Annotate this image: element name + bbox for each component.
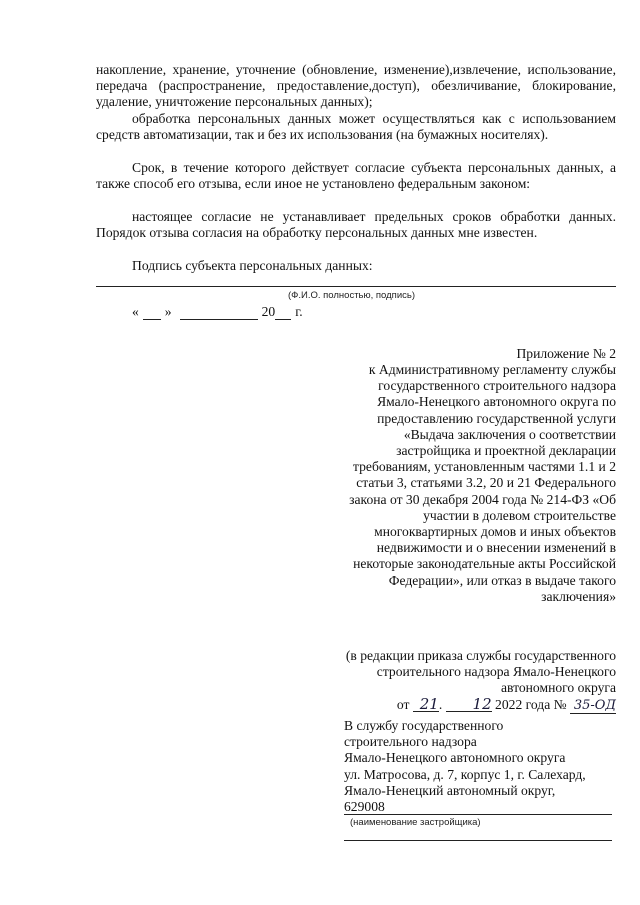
edition-number-handwritten: 35-ОД: [570, 699, 616, 714]
consent-paragraph-processing-actions: накопление, хранение, уточнение (обновление, изменение),извлечение, использование, передача (распространение, предоставление,доступ), обезличивание, блокирование, удаление, уничтожение персональных данных);: [96, 62, 616, 110]
address-line-6: 629008: [344, 799, 385, 815]
date-year-prefix: 20: [261, 304, 276, 319]
address-line-3: Ямало-Ненецкого автономного округа: [344, 750, 566, 766]
signature-line: [96, 286, 616, 287]
signature-label: Подпись субъекта персональных данных:: [132, 258, 373, 273]
date-close-quote: »: [164, 304, 172, 319]
signature-date-row: [132, 304, 303, 320]
consent-paragraph-term: Срок, в течение которого действует согласие субъекта персональных данных, а также способ его отзыва, если иное не установлено федеральным законом:: [96, 160, 616, 192]
date-month-blank: [180, 307, 258, 320]
date-year-suffix: г.: [295, 304, 303, 319]
edition-note: (в редакции приказа службы государственного строительного надзора Ямало-Ненецкого автономного округа: [345, 648, 616, 696]
edition-day-handwritten: 21: [413, 697, 439, 712]
appendix-heading: Приложение № 2: [516, 346, 616, 361]
date-year-blank: [275, 307, 291, 320]
edition-date-row: от 21. 12 2022 года № 35-ОД: [396, 695, 616, 713]
appendix-body: к Административному регламенту службы государственного строительного надзора Ямало-Ненецкого автономного округа по предоставлению государственной услуги «Выдача заключения о соответствии застройщика и проектной декларации требованиям, установленным частями 1.1 и 2 статьи 3, статьями 3.2, 20 и 21 Федерального закона от 30 декабря 2004 года № 214-ФЗ «Об участии в долевом строительстве многоквартирных домов и иных объектов недвижимости и о внесении изменений в некоторые законодательные акты Российской Федерации», или отказ в выдаче такого заключения»: [349, 362, 616, 604]
address-line-2: строительного надзора: [344, 734, 477, 750]
developer-extra-line: [344, 840, 612, 841]
address-line-5: Ямало-Ненецкий автономный округ,: [344, 782, 556, 798]
signature-caption: (Ф.И.О. полностью, подпись): [288, 290, 415, 301]
consent-paragraph-revocation: настоящее согласие не устанавливает предельных сроков обработки данных. Порядок отзыва согласия на обработку персональных данных мне известен.: [96, 209, 616, 241]
consent-paragraph-automation: обработка персональных данных может осуществляться как с использованием средств автоматизации, так и без их использования (на бумажных носителях).: [96, 111, 616, 143]
edition-date-prefix: от: [396, 697, 410, 712]
edition-month-handwritten: 12: [446, 697, 492, 712]
date-open-quote: «: [132, 304, 139, 319]
developer-caption: (наименование застройщика): [350, 817, 481, 828]
address-line-1: В службу государственного: [344, 718, 504, 733]
date-day-blank: [143, 307, 161, 320]
developer-name-line: [344, 814, 612, 815]
address-line-4: ул. Матросова, д. 7, корпус 1, г. Салехард,: [344, 766, 586, 782]
edition-year-text: 2022 года №: [495, 697, 567, 712]
recipient-address: [344, 718, 624, 815]
